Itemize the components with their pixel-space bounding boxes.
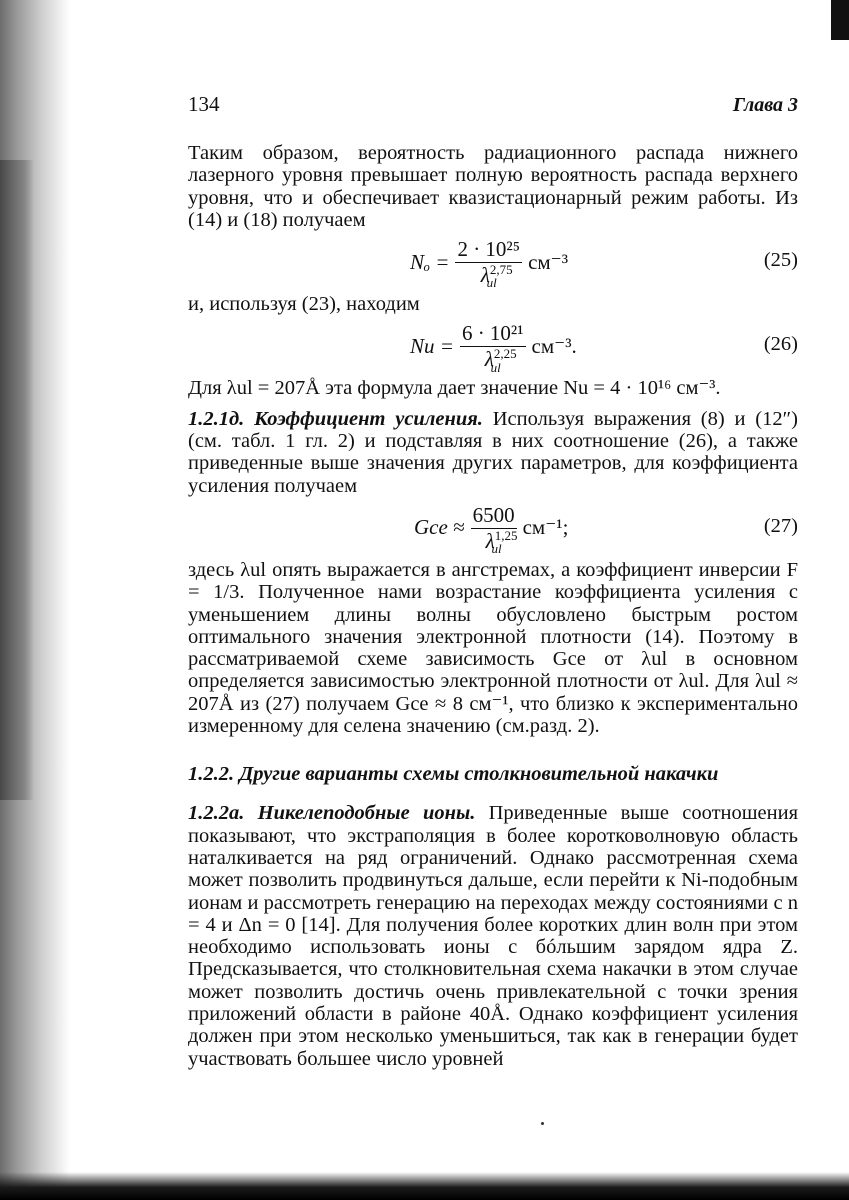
eq26-numerator: 6 · 10²¹ <box>461 321 524 346</box>
eq27-tag: (27) <box>763 514 798 537</box>
section-heading: 1.2.2. Другие варианты схемы столкновительной накачки <box>188 763 719 786</box>
scan-corner-right <box>831 0 849 40</box>
eq25-numerator: 2 · 10²⁵ <box>457 237 521 262</box>
eq27-denominator: $\lambda^{1,25}_{ul}$ <box>485 527 518 557</box>
equation-27 <box>188 497 798 559</box>
eq25-lhs: Nₒ = <box>410 249 450 274</box>
eq25-fraction <box>455 237 522 291</box>
eq27-lhs: Gce ≈ <box>414 515 465 540</box>
paragraph-1: Таким образом, вероятность радиационного распада нижнего лазерного уровня превышает полную вероятность распада верхнего уровня, что и обеспечивает квазистационарный режим работы. Из (14) и (18) получаем <box>188 142 798 231</box>
eq27-unit: см⁻¹; <box>522 515 569 540</box>
eq26-lhs: Nu = <box>410 333 454 358</box>
subsection-heading-gain: 1.2.1д. Коэффициент усиления. <box>188 407 483 430</box>
paragraph-2: и, используя (23), находим <box>188 293 420 316</box>
paragraph-4-body: Используя выражения (8) и (12″) (см. табл. 1 гл. 2) и подставляя в них соотношение (26), а также приведенные выше значения других параметров, для коэффициента усиления получаем <box>188 407 798 497</box>
running-head <box>188 92 798 128</box>
eq25-unit: см⁻³ <box>528 249 569 274</box>
equation-26 <box>188 315 798 377</box>
paragraph-6-body: Приведенные выше соотношения показывают, что экстраполяция в более коротковолновую область наталкивается на ряд ограничений. Однако рассмотренная схема может позволить продвинуться дальше, если перейти к Ni-подобным ионам и рассмотреть генерацию на переходах между состояниями с n = 4 и Δn = 0 [14]. Для получения более коротких длин волн при этом необходимо использовать ионы с бóльшим зарядом ядра Z. Предсказывается, что столкновительная схема накачки в этом случае может позволить достичь очень привлекательной с точки зрения приложений области в районе 40Å. Однако коэффициент усиления должен при этом несколько уменьшиться, так как в генерации будет участвовать большее число уровней <box>188 802 799 1070</box>
paragraph-3: Для λul = 207Å эта формула дает значение Nu = 4 · 10¹⁶ см⁻³. <box>188 377 721 400</box>
chapter-title: Глава 3 <box>732 94 798 116</box>
paragraph-6 <box>188 802 798 1070</box>
eq26-unit: см⁻³. <box>531 333 577 358</box>
paragraph-4 <box>188 408 798 497</box>
scan-shadow-left-dark <box>0 160 34 800</box>
eq25-tag: (25) <box>763 249 798 272</box>
book-page <box>188 92 798 1070</box>
eq26-tag: (26) <box>763 333 798 356</box>
eq27-numerator: 6500 <box>472 502 515 527</box>
subsection-heading-ni: 1.2.2a. Никелеподобные ионы. <box>188 802 476 825</box>
page-number: 134 <box>188 92 220 116</box>
paragraph-5: здесь λul опять выражается в ангстремах, а коэффициент инверсии F = 1/3. Полученное нами возрастание коэффициента усиления с уменьшением длины волны обусловлено быстрым ростом оптимального значения электронной плотности (14). Поэтому в рассматриваемой схеме зависимость Gce от λul в основном определяется зависимостью электронной плотности от λul. Для λul ≈ 207Å из (27) получаем Gce ≈ 8 см⁻¹, что близко к экспериментально измеренному для селена значению (см.разд. 2). <box>188 558 798 738</box>
eq26-denominator: $\lambda^{2,25}_{ul}$ <box>484 346 517 375</box>
eq27-fraction <box>471 502 518 557</box>
eq25-denominator: $\lambda^{2,75}_{ul}$ <box>480 262 513 291</box>
equation-25 <box>188 231 798 293</box>
eq26-fraction <box>460 321 526 375</box>
scan-shadow-bottom <box>0 1172 849 1200</box>
scan-speck <box>541 1122 544 1125</box>
